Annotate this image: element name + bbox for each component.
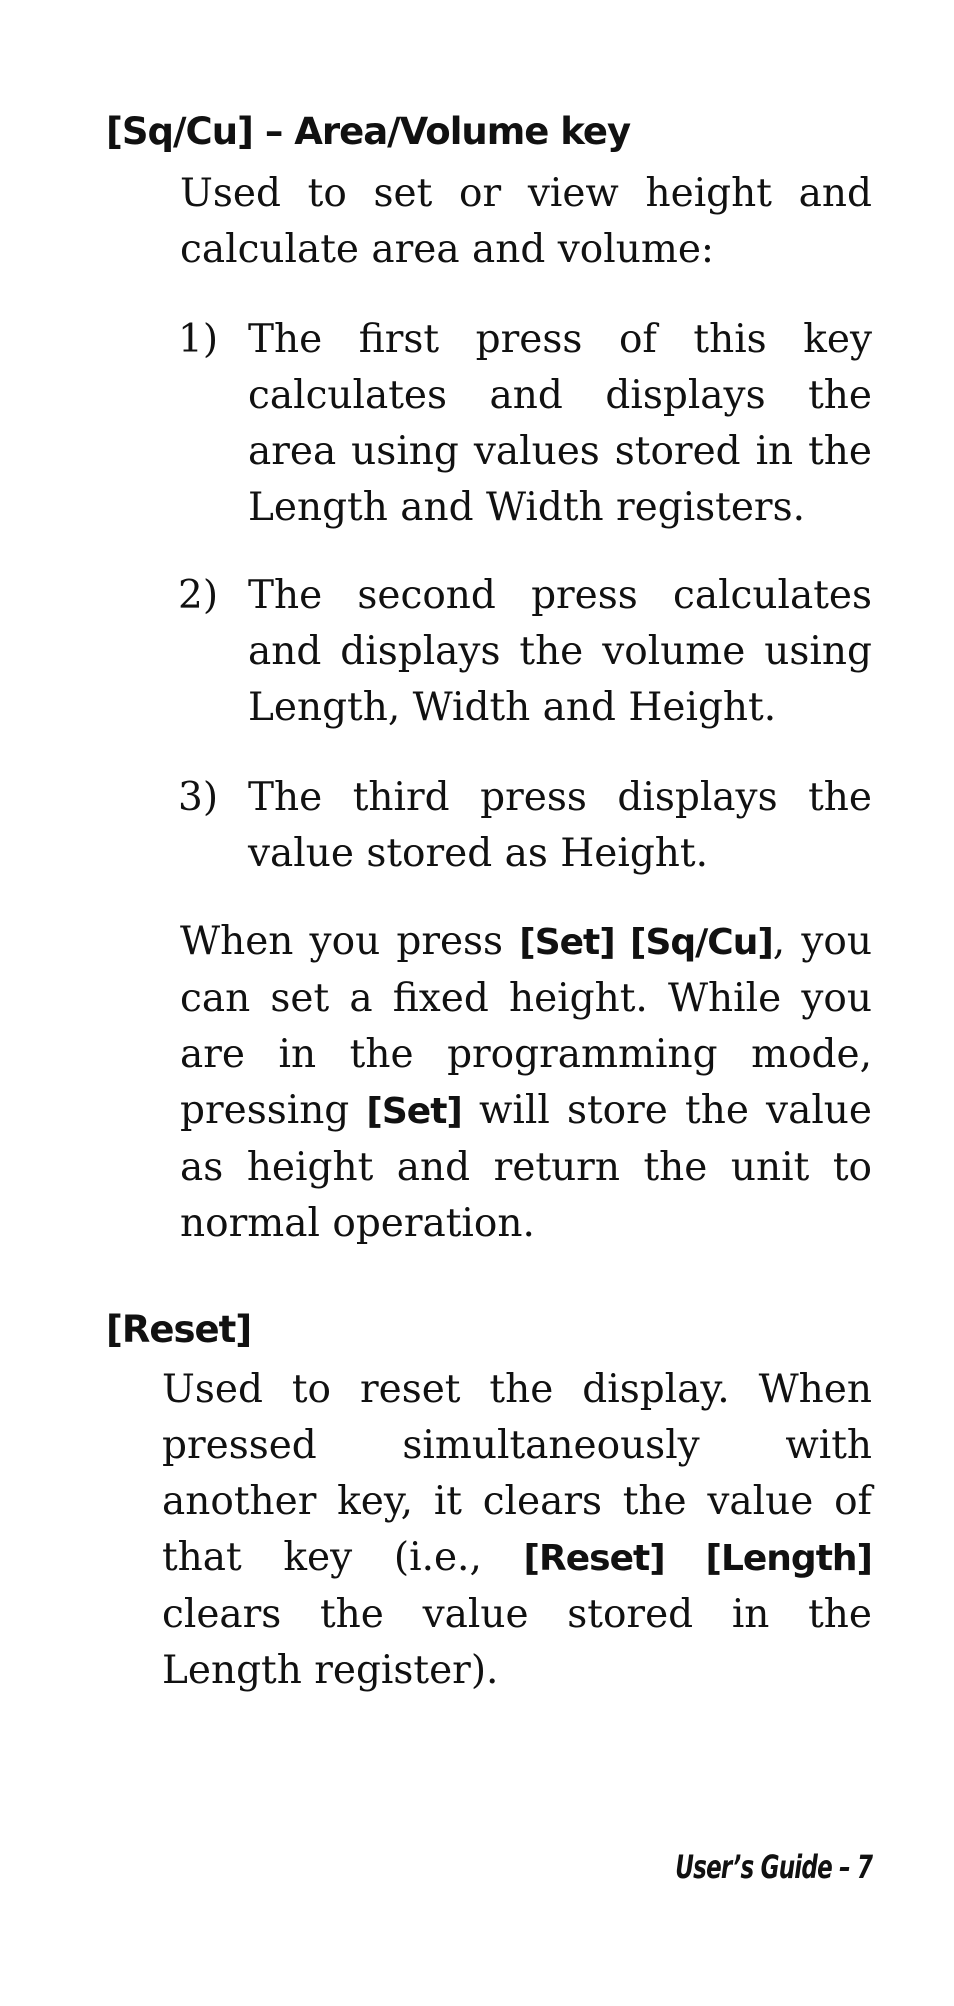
sq-cu-intro: Used to set or view height and calculate area and volume: — [180, 171, 872, 272]
reset-paragraph — [162, 1362, 872, 1699]
sq-cu-key-heading: [Sq/Cu] – Area/Volume key — [106, 110, 631, 153]
paragraph-text: , you can set a fixed height. While you are in the programming mode, pressing — [180, 919, 872, 1133]
set-height-paragraph — [180, 914, 872, 1252]
reset-length-key-label: [Reset] [Length] — [523, 1538, 872, 1579]
list-item-text: The first press of this key calculates and displays the area using values stored in the Length and Width registers. — [248, 317, 872, 530]
list-item-text: The third press displays the value stored as Height. — [248, 775, 872, 876]
reset-key-heading: [Reset] — [106, 1308, 252, 1351]
paragraph-text: will store the value as height and return the unit to normal operation. — [180, 1088, 872, 1246]
set-key-label: [Set] — [366, 1091, 462, 1132]
list-item-number: 1) — [178, 317, 219, 362]
paragraph-text: clears the value stored in the Length register). — [162, 1592, 872, 1693]
list-item — [178, 770, 872, 882]
list-item-number: 3) — [178, 775, 219, 820]
list-item — [178, 312, 872, 536]
set-sqcu-key-label: [Set] [Sq/Cu] — [519, 922, 773, 963]
page-footer: User’s Guide – 7 — [674, 1848, 872, 1886]
list-item — [178, 568, 872, 736]
paragraph-text: Used to reset the display. When pressed simultaneously with another key, it clears the value of that key (i.e., — [162, 1367, 872, 1580]
list-item-number: 2) — [178, 573, 219, 618]
paragraph-text: When you press — [180, 919, 520, 964]
list-item-text: The second press calculates and displays the volume using Length, Width and Height. — [248, 573, 872, 730]
